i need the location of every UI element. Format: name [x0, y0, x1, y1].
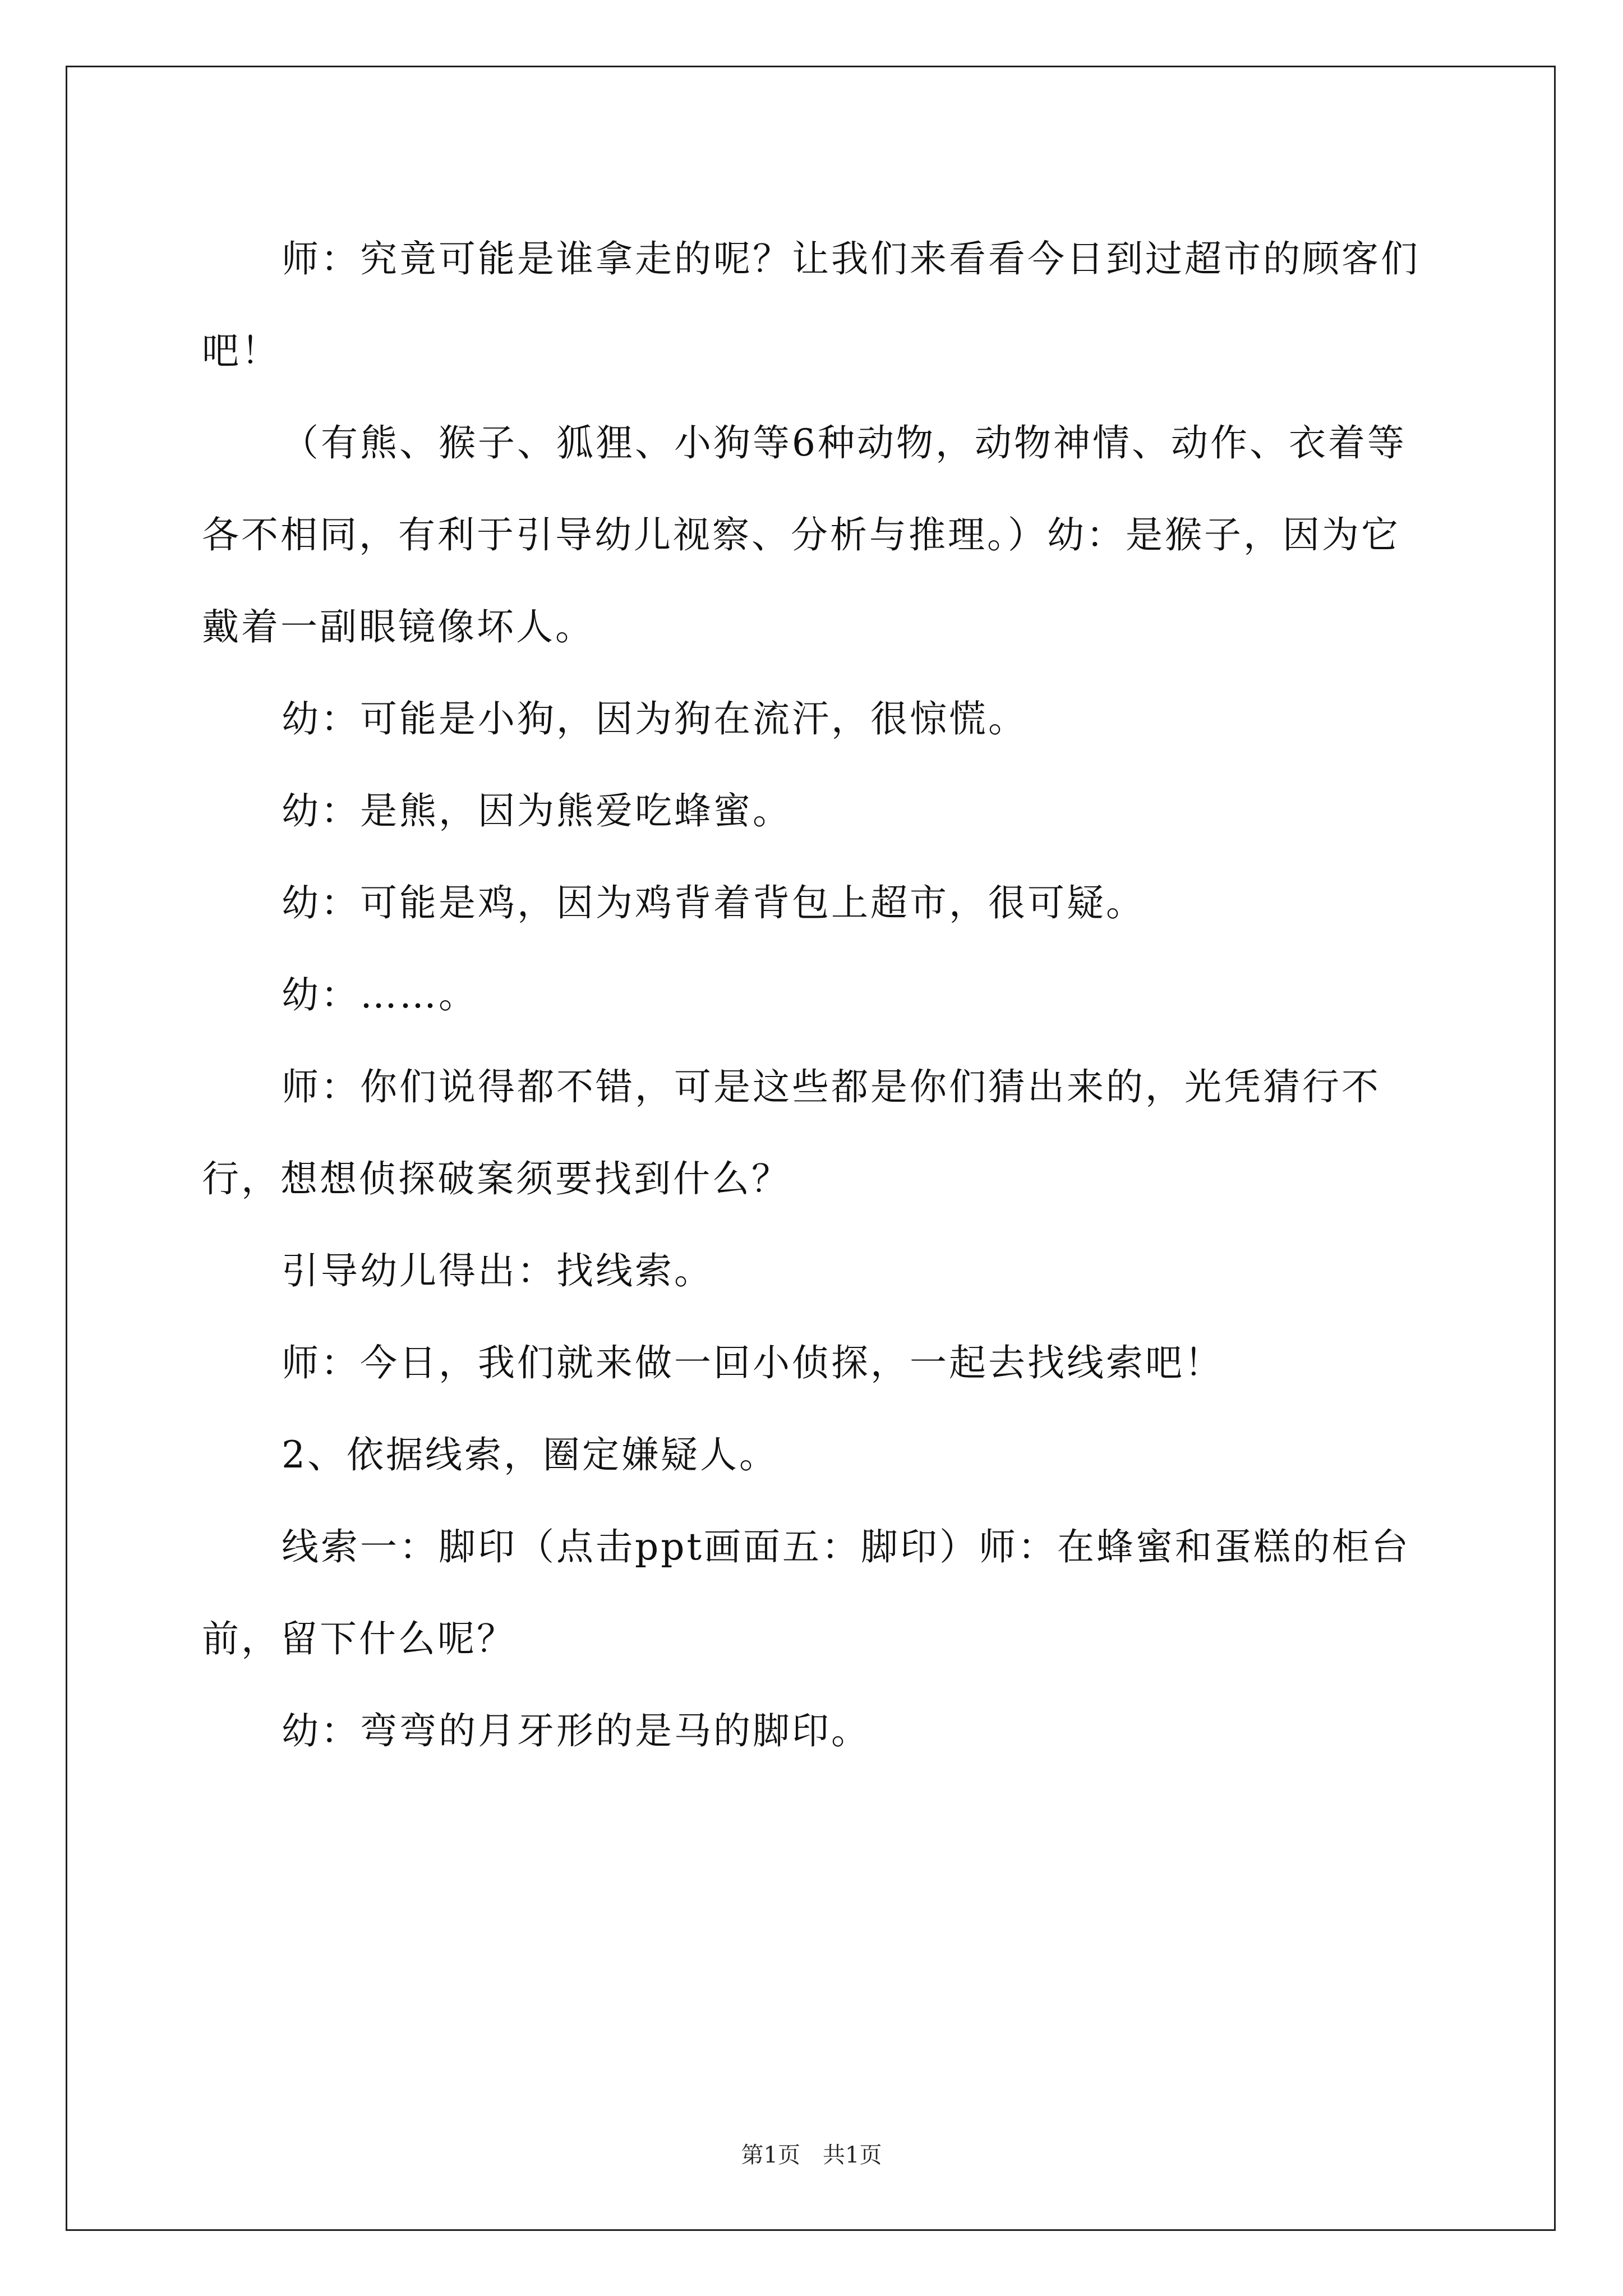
paragraph: 师：今日，我们就来做一回小侦探，一起去找线索吧！ [282, 1341, 1224, 1384]
paragraph: 幼：是熊，因为熊爱吃蜂蜜。 [282, 789, 792, 832]
document-body [202, 213, 1424, 1777]
paragraph: 幼：弯弯的月牙形的是马的脚印。 [282, 1709, 870, 1752]
paragraph: （有熊、猴子、狐狸、小狗等6种动物，动物神情、动作、衣着等各不相同，有利于引导幼儿视察、分析与推理。）幼：是猴子，因为它戴着一副眼镜像坏人。 [202, 421, 1407, 648]
paragraph: 线索一：脚印（点击ppt画面五：脚印）师：在蜂蜜和蛋糕的柜台前，留下什么呢？ [202, 1525, 1411, 1660]
paragraph: 幼：可能是鸡，因为鸡背着背包上超市，很可疑。 [282, 881, 1145, 924]
paragraph: 幼：可能是小狗，因为狗在流汗，很惊慌。 [282, 697, 1027, 740]
paragraph: 2、依据线索，圈定嫌疑人。 [282, 1433, 778, 1476]
page-footer: 第1页 共1页 [741, 2142, 882, 2168]
paragraph: 师：究竟可能是谁拿走的呢？让我们来看看今日到过超市的顾客们吧！ [202, 237, 1420, 372]
paragraph: 师：你们说得都不错，可是这些都是你们猜出来的，光凭猜行不行，想想侦探破案须要找到什么？ [202, 1065, 1381, 1200]
paragraph: 引导幼儿得出：找线索。 [282, 1249, 713, 1292]
paragraph: 幼：……。 [282, 973, 478, 1016]
